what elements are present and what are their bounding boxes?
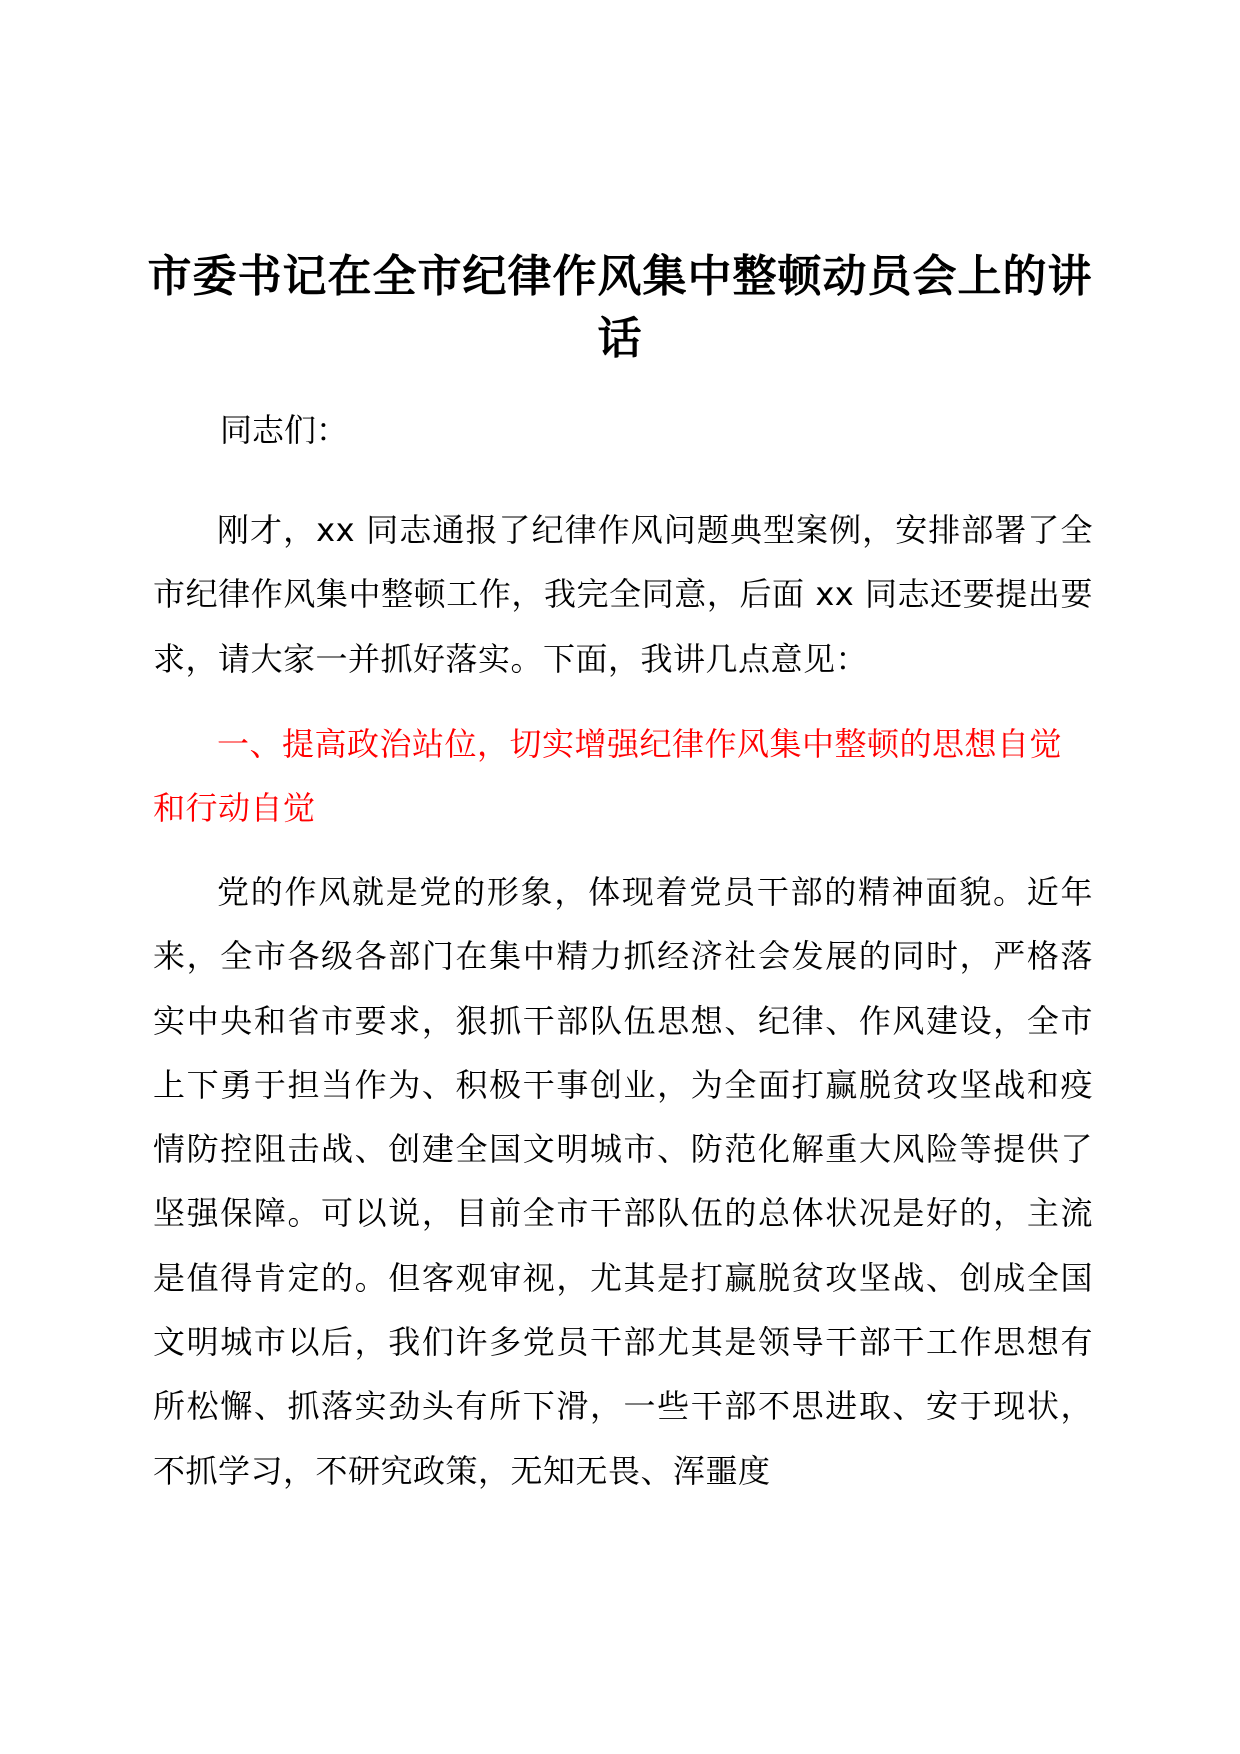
document-title: 市委书记在全市纪律作风集中整顿动员会上的讲话 <box>147 251 1093 364</box>
paragraph-body: 党的作风就是党的形象，体现着党员干部的精神面貌。近年来，全市各级各部门在集中精力抓经济社会发展的同时，严格落实中央和省市要求，狠抓干部队伍思想、纪律、作风建设，全市上下勇于担当作为、积极干事创业，为全面打赢脱贫攻坚战和疫情防控阻击战、创建全国文明城市、防范化解重大风险等提供了坚强保障。可以说，目前全市干部队伍的总体状况是好的，主流是值得肯定的。但客观审视，尤其是打赢脱贫攻坚战、创成全国文明城市以后，我们许多党员干部尤其是领导干部干工作思想有所松懈、抓落实劲头有所下滑，一些干部不思进取、安于现状，不抓学习，不研究政策，无知无畏、浑噩度 <box>153 873 1093 1490</box>
salutation: 同志们： <box>220 411 349 449</box>
paragraph-intro: 刚才，xx 同志通报了纪律作风问题典型案例，安排部署了全市纪律作风集中整顿工作，我完全同意，后面 xx 同志还要提出要求，请大家一并抓好落实。下面，我讲几点意见： <box>153 511 1093 678</box>
section-heading-1: 一、提高政治站位，切实增强纪律作风集中整顿的思想自觉和行动自觉 <box>153 725 1063 827</box>
